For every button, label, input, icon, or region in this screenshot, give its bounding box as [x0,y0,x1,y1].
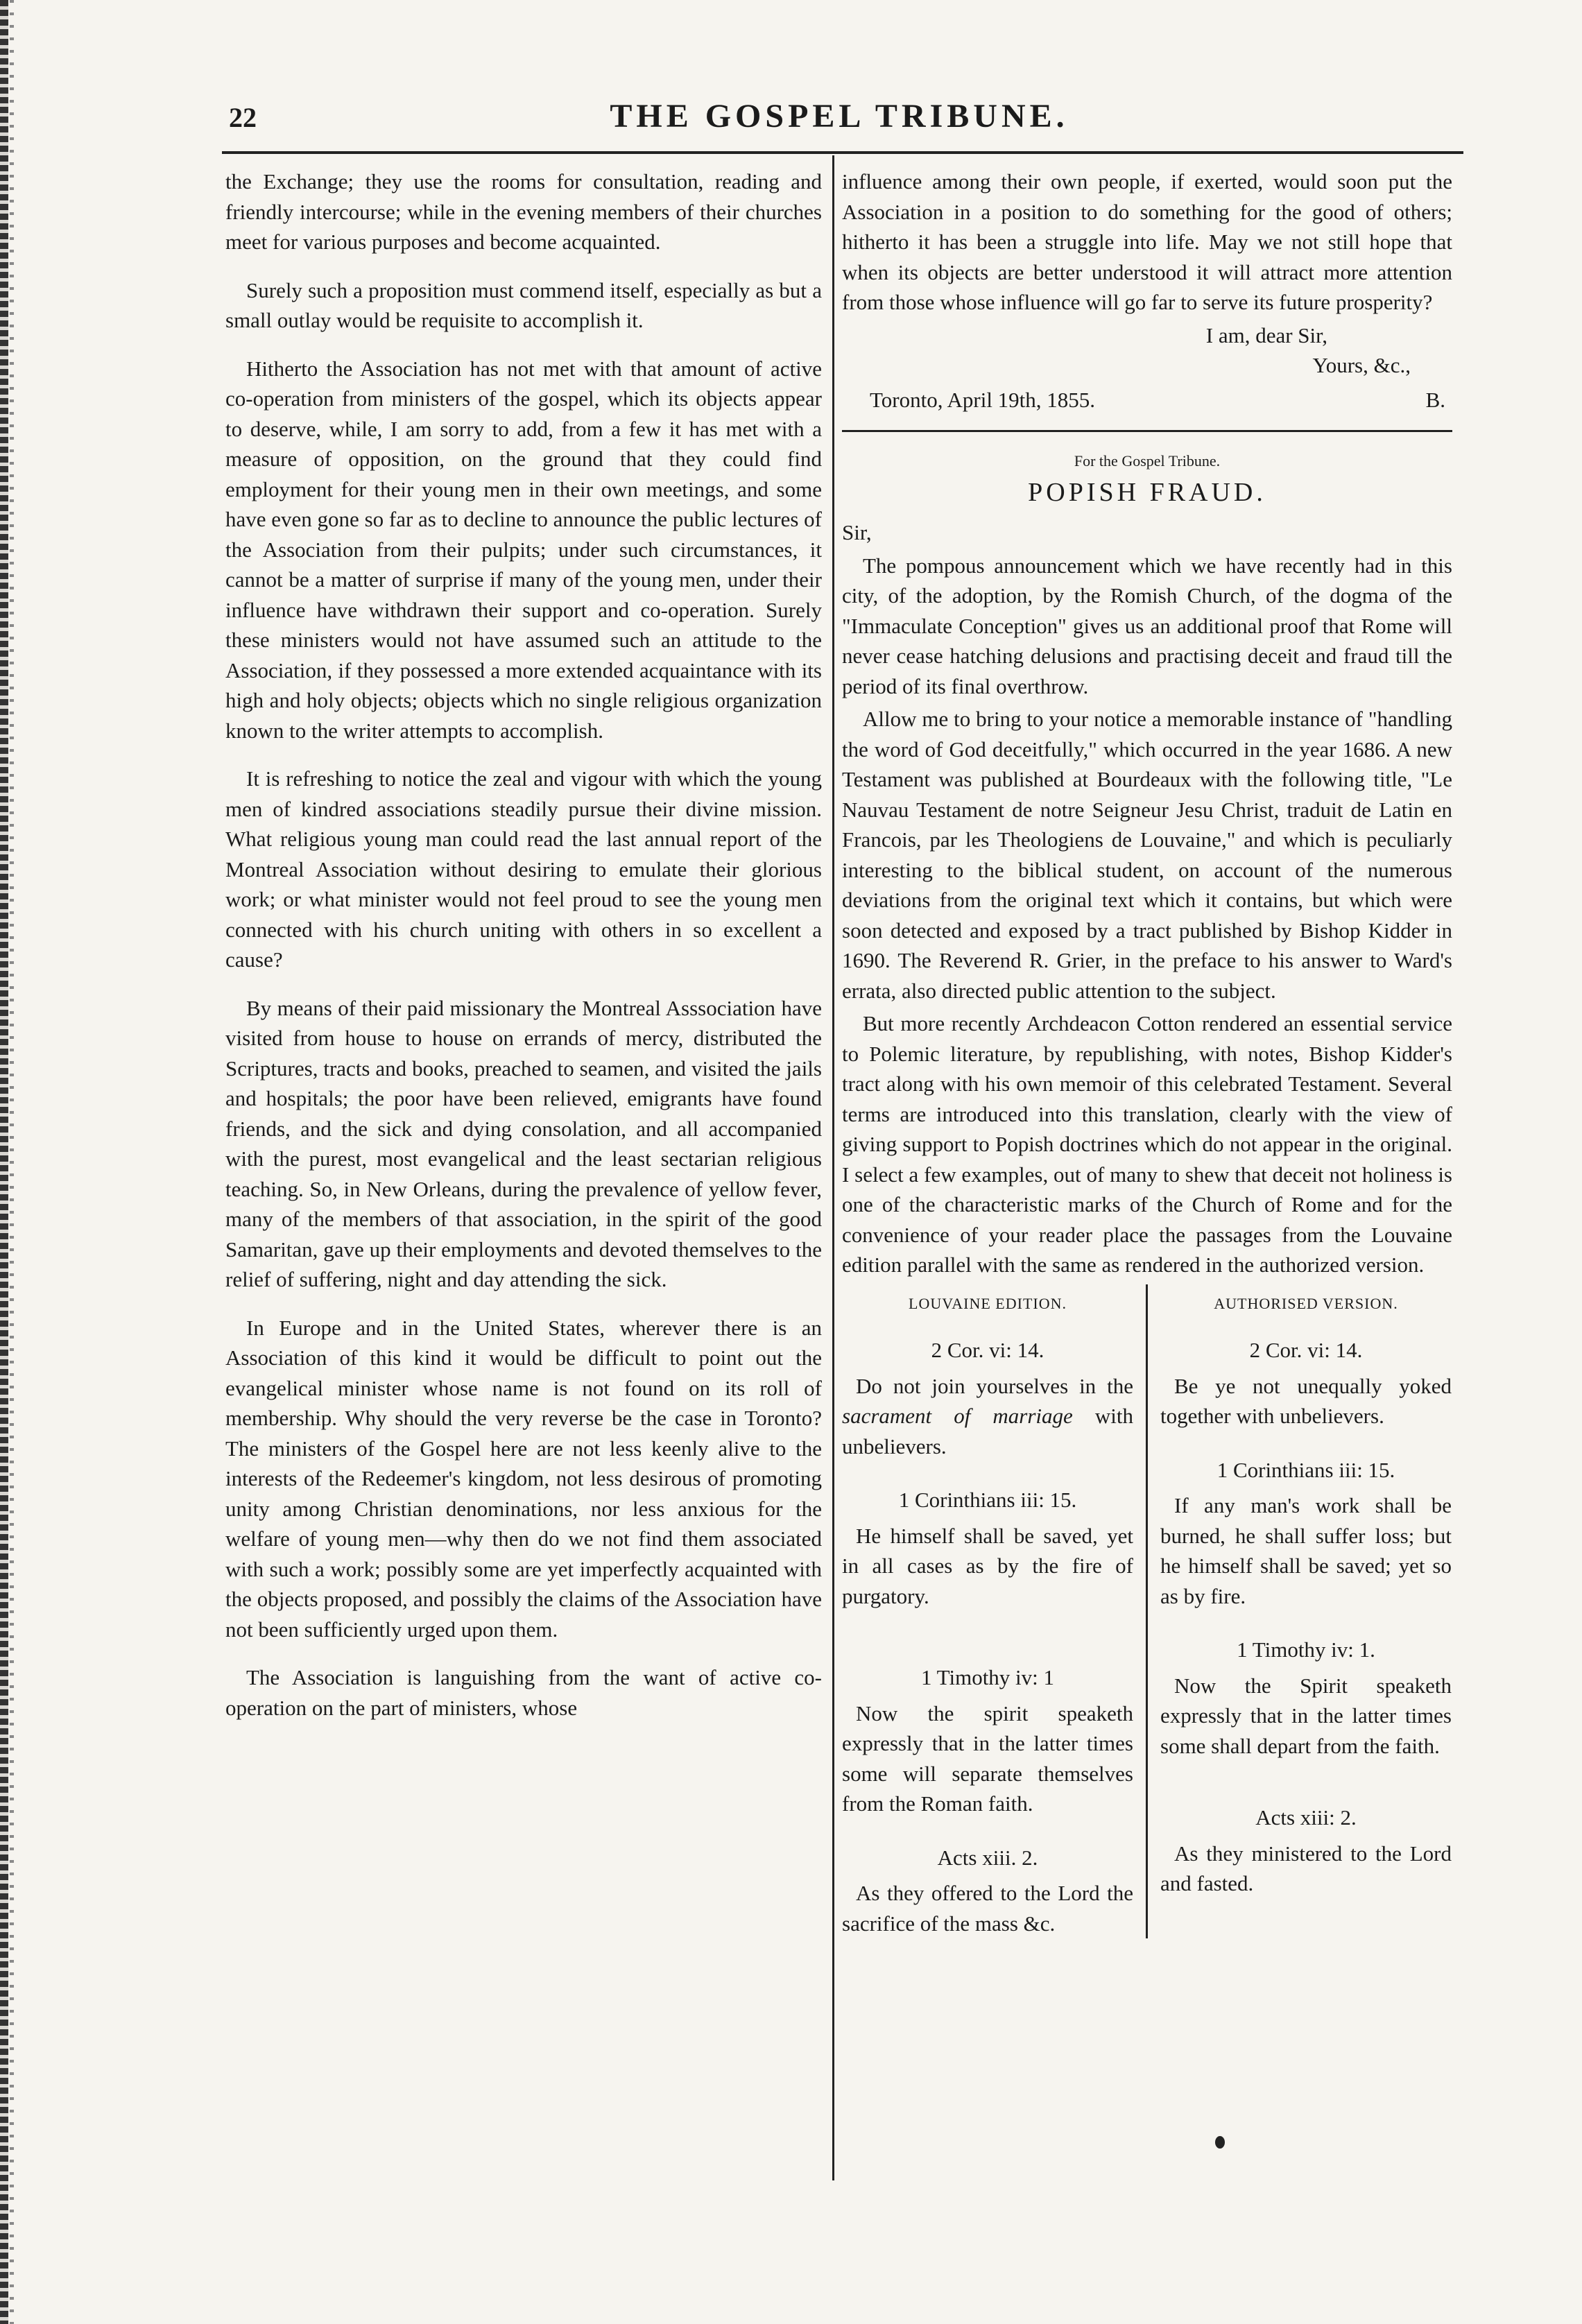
paragraph: the Exchange; they use the rooms for consultation, reading and friendly intercourse; while in the evening members of their churches meet for various purposes and become acquainted. [225,169,822,254]
left-column [225,166,822,1741]
paragraph: Hitherto the Association has not met with that amount of active co-operation from ministers of the gospel, which its objects appear to deserve, while, I am sorry to add, from a few it has met with a measure of opposition, on the ground that they could find employment for their young men in their own meetings, and some have even gone so far as to decline to announce the public lectures of the Association from their pulpits; under such circumstances, it cannot be a matter of surprise if many of the young men, under their influence have withdrawn their support and co-operation. Surely these ministers would not have assumed such an attitude to the Association, if they possessed a more extended acquaintance with its high and holy objects; objects which no single religious organization known to the writer attempts to accomplish. [225,356,822,743]
salutation: Sir, [842,520,872,544]
louvaine-passage: He himself shall be saved, yet in all cases as by the fire of purgatory. [842,1523,1133,1608]
authorised-heading: AUTHORISED VERSION. [1214,1294,1398,1312]
passage-text: Do not join yourselves in the [856,1373,1133,1398]
verse-ref: 2 Cor. vi: 14. [931,1338,1044,1362]
authorised-passage: If any man's work shall be burned, he shall suffer loss; but he himself shall be saved; yet so as by fire. [1160,1493,1452,1608]
letter-continuation: influence among their own people, if exerted, would soon put the Association in a position to do something for the good of others; hitherto it has been a struggle into life. May we not still hope that when its objects are better understood it will attract more attention from those whose influence will go far to serve its future prosperity? [842,169,1452,314]
running-title: THE GOSPEL TRIBUNE. [610,98,1069,135]
passage-text: with unbelievers. [842,1404,1133,1458]
paragraph: The Association is languishing from the want of active co-operation on the part of ministers, whose [225,1665,822,1720]
page-number: 22 [229,102,257,133]
paragraph: But more recently Archdeacon Cotton rendered an essential service to Polemic literature, by republishing, with notes, Bishop Kidder's tract along with his own memoir of this celebrated Testament. Several terms are introduced into this translation, clearly with the view of giving support to Popish doctrines which do not appear in the original. I select a few examples, out of many to shew that deceit not holiness is one of the characteristic marks of the Church of Rome and for the convenience of your reader place the passages from the Louvaine edition parallel with the same as rendered in the authorized version. [842,1011,1452,1277]
louvaine-passage: As they offered to the Lord the sacrifice of the mass &c. [842,1881,1133,1936]
letter-signature-row [870,385,1445,415]
article-title: POPISH FRAUD. [1028,477,1266,507]
paragraph: Surely such a proposition must commend itself, especially as but a small outlay would be requisite to accomplish it. [225,277,822,332]
verse-ref: 1 Corinthians iii: 15. [898,1488,1077,1512]
comparison-table [842,1284,1452,1939]
letter-closing-yours: Yours, &c., [1312,353,1411,377]
verse-ref: 2 Cor. vi: 14. [1249,1338,1363,1362]
paragraph: In Europe and in the United States, wherever there is an Association of this kind it would be difficult to point out the evangelical minister whose name is not found on its roll of membership. Why should the very reverse be the case in Toronto? The ministers of the Gospel here are not less keenly alive to the interests of the Redeemer's kingdom, not less desirous of promoting unity among Christian denominations, nor less anxious for the welfare of young men—why then do we not find them associated with such a work; possibly some are yet imperfectly acquainted with the objects proposed, and possibly the claims of the Association have not been sufficiently urged upon them. [225,1315,822,1642]
ink-smudge [1215,2136,1225,2149]
verse-ref: Acts xiii. 2. [937,1845,1038,1870]
verse-ref: 1 Timothy iv: 1 [920,1665,1055,1689]
authorised-passage: Be ye not unequally yoked together with unbelievers. [1160,1373,1452,1428]
passage-italic: sacrament of marriage [842,1404,1073,1428]
right-column [842,166,1452,1938]
binding-edge [0,0,8,2324]
article-divider [842,430,1452,432]
signature: B. [1425,387,1445,412]
louvaine-column [842,1284,1148,1939]
verse-ref: 1 Timothy iv: 1. [1237,1637,1375,1662]
paragraph: It is refreshing to notice the zeal and vigour with which the young men of kindred associations steadily pursue their divine mission. What religious young man could read the last annual report of the Montreal Association without desiring to emulate their glorious work; or what minister would not feel proud to see the young men connected with his church uniting with others in so excellent a cause? [225,766,822,972]
paragraph: Allow me to bring to your notice a memorable instance of "handling the word of God deceitfully," which occurred in the year 1686. A new Testament was published at Bourdeaux with the following title, "Le Nauvau Testament de notre Seigneur Jesu Christ, traduit de Latin en Francois, par les Theologiens de Louvaine," and which is peculiarly interesting to the biblical student, on account of the numerous deviations from the original text which it contains, but which were soon detected and exposed by a tract published by Bishop Kidder in 1690. The Reverend R. Grier, in the preface to his answer to Ward's errata, also directed public attention to the subject. [842,707,1452,1003]
place-date: Toronto, April 19th, 1855. [870,387,1096,412]
letter-closing: I am, dear Sir, [1205,322,1327,347]
louvaine-passage [842,1371,1133,1462]
authorised-column [1148,1284,1452,1939]
louvaine-heading: LOUVAINE EDITION. [909,1294,1067,1312]
paragraph: The pompous announcement which we have recently had in this city, of the adoption, by the Romish Church, of the dogma of the "Immaculate Conception" gives us an additional proof that Rome will never cease hatching delusions and practising deceit and fraud till the period of its final overthrow. [842,553,1452,698]
column-divider [832,155,834,2180]
header-rule [222,151,1463,154]
page-header [222,97,1456,146]
article-caption: For the Gospel Tribune. [1074,452,1221,470]
paragraph: By means of their paid missionary the Montreal Asssociation have visited from house to house on errands of mercy, distributed the Scriptures, tracts and books, preached to seamen, and visited the jails and hospitals; the poor have been relieved, emigrants have found friends, and the sick and dying consolation, and all accompanied with the purest, most evangelical and the least sectarian religious teaching. So, in New Orleans, during the prevalence of yellow fever, many of the members of that association, in the spirit of the good Samaritan, gave up their employments and devoted themselves to the relief of suffering, night and day attending the sick. [225,995,822,1291]
authorised-passage: Now the Spirit speaketh expressly that in the latter times some shall depart from the faith. [1160,1673,1452,1758]
authorised-passage: As they ministered to the Lord and fasted. [1160,1841,1452,1895]
verse-ref: Acts xiii: 2. [1255,1805,1357,1830]
verse-ref: 1 Corinthians iii: 15. [1216,1457,1395,1482]
binding-edge-marks [10,0,14,2324]
louvaine-passage: Now the spirit speaketh expressly that in the latter times some will separate themselves from the Roman faith. [842,1701,1133,1816]
